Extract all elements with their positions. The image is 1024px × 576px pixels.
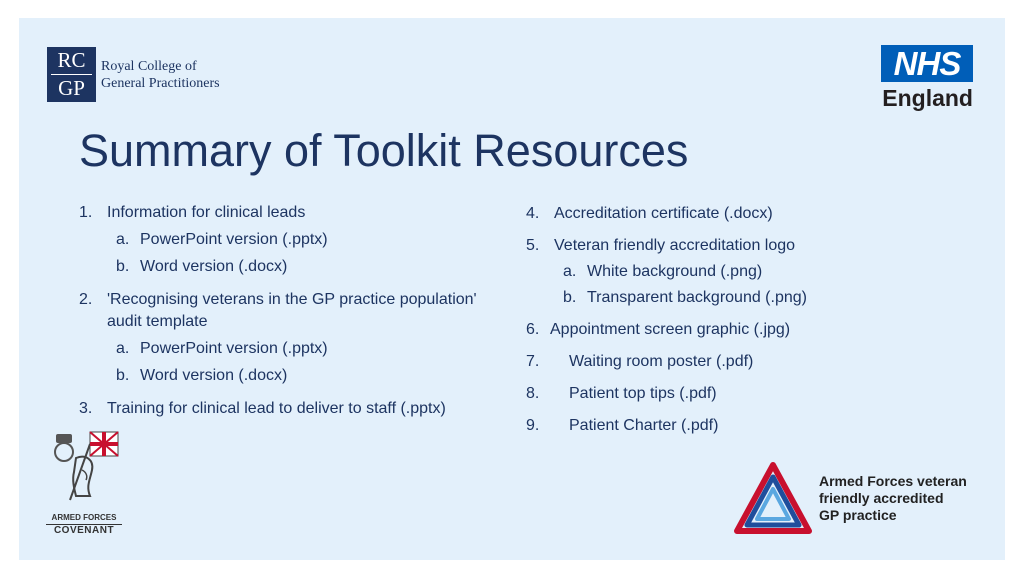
item-text: Transparent background (.png) [587,289,807,306]
nhs-logo-box: NHS [881,45,973,82]
list-item [116,257,287,277]
list-item [526,384,717,404]
item-text: Word version (.docx) [140,367,288,384]
list-item [563,288,807,308]
badge-line2: friendly accredited [819,490,944,506]
item-number: a. [563,263,577,280]
list-item [526,320,790,340]
item-number: 1. [79,204,93,221]
item-text: Patient top tips (.pdf) [569,385,717,402]
rcgp-mark-bottom: GP [58,76,85,100]
badge-line1: Armed Forces veteran [819,473,967,489]
nhs-logo-subtitle: England [882,85,973,111]
nhs-england-logo [879,45,973,112]
list-item [79,203,305,223]
item-number: a. [116,340,130,357]
rcgp-mark-divider [51,74,92,75]
rcgp-mark [47,47,96,102]
item-text: Word version (.docx) [140,258,288,275]
list-item [116,366,287,386]
list-item [526,204,773,224]
rcgp-line1: Royal College of [101,58,197,74]
item-text: White background (.png) [587,263,763,280]
item-number: 2. [79,291,93,308]
item-text: PowerPoint version (.pptx) [140,231,328,248]
item-text: Waiting room poster (.pdf) [569,353,754,370]
item-text: Patient Charter (.pdf) [569,417,719,434]
item-text: PowerPoint version (.pptx) [140,340,328,357]
item-text: Veteran friendly accreditation logo [554,237,796,254]
list-item-continuation: audit template [107,313,208,330]
rcgp-mark-top: RC [57,48,86,72]
item-number: 9. [526,417,540,434]
item-number: 4. [526,205,540,222]
slide [19,18,1005,560]
list-item [116,230,328,250]
item-text: Accreditation certificate (.docx) [554,205,773,222]
item-text: 'Recognising veterans in the GP practice population' [107,291,477,308]
rcgp-wordmark [101,58,220,92]
item-text: Training for clinical lead to deliver to staff (.pptx) [107,400,446,417]
covenant-caption [46,513,122,536]
item-number: 5. [526,237,540,254]
item-number: 3. [79,400,93,417]
rcgp-logo [47,47,220,102]
armed-forces-covenant-logo [46,430,122,536]
rcgp-line2: General Practitioners [101,75,220,91]
item-number: 8. [526,385,540,402]
covenant-line1: ARMED FORCES [51,513,117,522]
veteran-friendly-badge-icon [733,461,813,545]
list-item [116,339,328,359]
item-number: b. [563,289,577,306]
list-item [79,290,477,310]
item-number: 6. [526,321,540,338]
badge-line3: GP practice [819,507,897,523]
item-number: b. [116,258,130,275]
item-number: 7. [526,353,540,370]
item-number: b. [116,367,130,384]
covenant-line2: COVENANT [46,524,122,536]
list-item [526,416,718,436]
list-item [526,236,795,256]
item-number: a. [116,231,130,248]
page-title: Summary of Toolkit Resources [79,125,689,176]
covenant-emblem-icon [46,430,122,506]
list-item [526,352,753,372]
list-item [79,399,446,419]
item-text: Appointment screen graphic (.jpg) [550,321,791,338]
veteran-friendly-caption [819,473,967,524]
item-text: Information for clinical leads [107,204,306,221]
list-item [563,262,762,282]
